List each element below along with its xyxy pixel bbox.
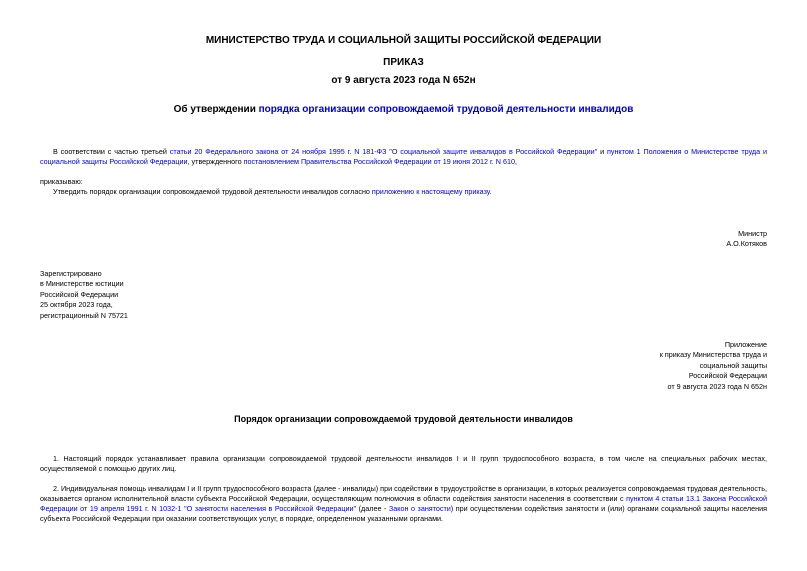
preamble-text-1: В соответствии с частью третьей xyxy=(53,147,170,156)
procedure-title: Порядок организации сопровождаемой трудовой деятельности инвалидов xyxy=(234,414,573,424)
registration-line-4: 25 октября 2023 года, xyxy=(40,300,113,310)
approve-paragraph xyxy=(40,187,767,197)
procedure-paragraph-1: 1. Настоящий порядок устанавливает правила организации сопровождаемой трудовой деятельности инвалидов I и II групп трудоспособного возраста, в том числе на специальных рабочих местах, осуществляемой с помощью других лиц. xyxy=(40,454,767,473)
signature-position: Министр xyxy=(738,229,767,238)
employment-law-article-link[interactable]: пунктом 4 статьи 13.1 Закона Российской Федерации от 19 апреля 1991 г. N 1032-1 "О занятости населения в Российской Федерации" xyxy=(40,494,767,513)
signature-name: А.О.Котяков xyxy=(726,239,767,249)
signature-block xyxy=(726,229,767,250)
approve-end: . xyxy=(489,187,492,196)
document-type: ПРИКАЗ xyxy=(383,57,424,68)
preamble-paragraph xyxy=(40,147,767,167)
procedure-p2-text-2: (далее - xyxy=(356,504,389,513)
preamble-text-2: и xyxy=(597,147,607,156)
appendix-line-3: социальной защиты xyxy=(699,360,767,370)
registration-line-1: Зарегистрировано xyxy=(40,269,102,278)
document-subject-prefix: Об утверждении xyxy=(173,104,259,115)
appendix-link[interactable]: приложению к настоящему приказу xyxy=(371,187,490,196)
preamble-text-3: , утвержденного xyxy=(187,157,244,166)
registration-block xyxy=(40,269,128,321)
document-subject xyxy=(0,104,807,115)
federal-law-article-20-link[interactable]: статьи 20 Федерального закона от 24 ноября 1995 г. N 181-ФЗ "О социальной защите инвалидов в Российской Федерации" xyxy=(169,147,598,156)
procedure-link[interactable]: порядка организации сопровождаемой трудовой деятельности инвалидов xyxy=(258,104,634,115)
appendix-line-1: Приложение xyxy=(724,340,767,349)
procedure-p2-text-1: 2. Индивидуальная помощь инвалидам I и II групп трудоспособного возраста (далее - инвалиды) при содействии в трудоустройстве в организации, в которых реализуется сопровождаемая трудовая деятельность, оказывается органом исполнительной власти субъекта Российской Федерации, осуществляющим полномочия в области содействия занятости населения в соответствии с xyxy=(40,484,767,503)
government-resolution-link[interactable]: постановлением Правительства Российской Федерации от 19 июня 2012 г. N 610 xyxy=(243,157,515,166)
appendix-line-2: к приказу Министерства труда и xyxy=(659,350,767,360)
registration-line-5: регистрационный N 75721 xyxy=(40,310,128,320)
ministry-title: МИНИСТЕРСТВО ТРУДА И СОЦИАЛЬНОЙ ЗАЩИТЫ РОССИЙСКОЙ ФЕДЕРАЦИИ xyxy=(205,35,602,46)
ministry-regulation-link[interactable]: пунктом 1 Положения о Министерстве труда и социальной защиты Российской Федерации xyxy=(40,147,767,166)
prikazyvayu-label: приказываю: xyxy=(40,177,83,186)
approve-text: Утвердить порядок организации сопровождаемой трудовой деятельности инвалидов согласно xyxy=(53,187,372,196)
document-date-number: от 9 августа 2023 года N 652н xyxy=(331,75,476,86)
appendix-line-4: Российской Федерации xyxy=(688,371,767,381)
preamble-text-4: , xyxy=(514,157,517,166)
procedure-paragraph-2 xyxy=(40,484,767,524)
appendix-header-block xyxy=(660,340,767,392)
registration-line-2: в Министерстве юстиции xyxy=(40,279,124,289)
appendix-line-5: от 9 августа 2023 года N 652н xyxy=(667,381,767,391)
registration-line-3: Российской Федерации xyxy=(40,289,119,299)
procedure-p2-text-3: ) при осуществлении содействия занятости и (или) органами социальной защиты населения субъекта Российской Федерации при оказании соответствующих услуг, в порядке, определенном указанными органами. xyxy=(40,504,768,523)
employment-law-link[interactable]: Закон о занятости xyxy=(388,504,451,513)
